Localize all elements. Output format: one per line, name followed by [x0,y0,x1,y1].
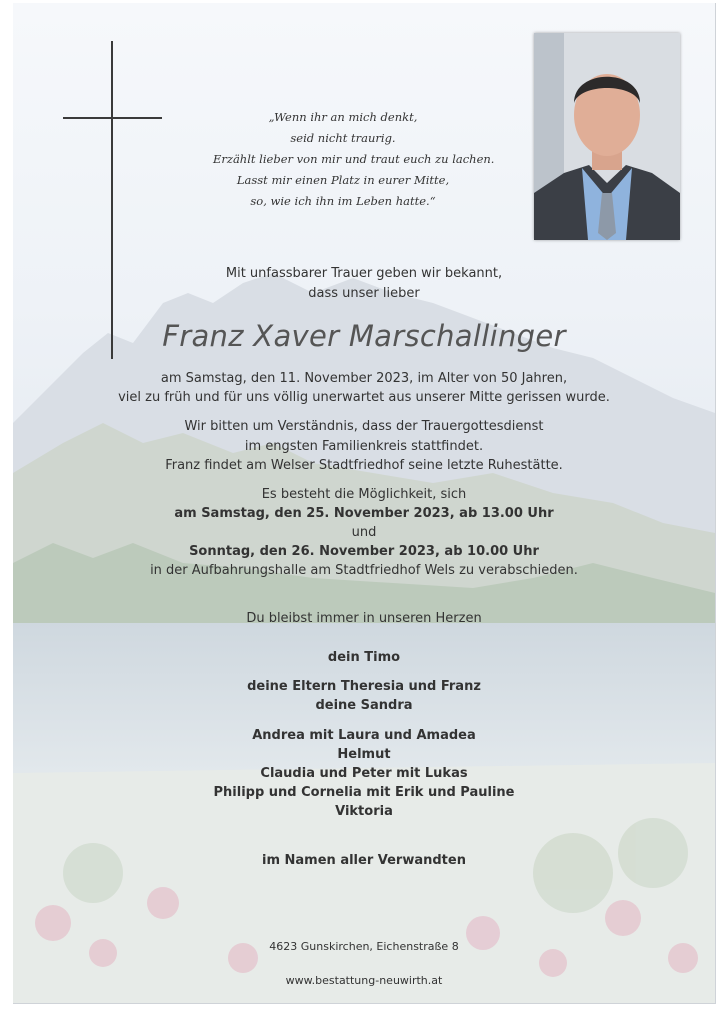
mourner-partner: deine Sandra [315,698,413,713]
viewing-date-2: Sonntag, den 26. November 2023, ab 10.00 Uhr [189,544,539,559]
memorial-quote [213,107,495,212]
deceased-name: Franz Xaver Marschallinger [162,319,566,353]
service-line: im engsten Familienkreis stattfindet. [244,439,484,454]
farewell-intro: Es besteht die Möglichkeit, sich [261,487,467,502]
service-line: Wir bitten um Verständnis, dass der Trauergottesdienst [184,419,544,434]
mourner-family: Philipp und Cornelia mit Erik und Pauline [213,785,515,800]
funeral-home-website[interactable]: www.bestattung-neuwirth.at [285,974,443,987]
cross-icon [111,41,113,359]
mourner-family: Andrea mit Laura und Amadea [252,728,476,743]
closing-line: Du bleibst immer in unseren Herzen [246,611,482,626]
mourner-son: dein Timo [327,650,401,665]
mourner-family: Helmut [337,747,391,762]
death-notice-line: viel zu früh und für uns völlig unerwartet aus unserer Mitte gerissen wurde. [118,390,610,405]
mourner-family: Viktoria [335,804,393,819]
obituary-page [13,3,716,1004]
funeral-home-address: 4623 Gunskirchen, Eichenstraße 8 [269,940,459,953]
mourner-parents: deine Eltern Theresia und Franz [247,679,481,694]
service-line: Franz findet am Welser Stadtfriedhof seine letzte Ruhestätte. [165,458,563,473]
quote-line: „Wenn ihr an mich denkt, [268,110,418,124]
quote-line: Erzählt lieber von mir und traut euch zu lachen. [213,152,495,166]
quote-line: Lasst mir einen Platz in eurer Mitte, [236,173,450,187]
quote-line: seid nicht traurig. [290,131,396,145]
portrait-photo [534,33,680,240]
intro-line: Mit unfassbarer Trauer geben wir bekannt, [225,266,503,281]
viewing-date-1: am Samstag, den 25. November 2023, ab 13.00 Uhr [174,506,554,521]
intro-line: dass unser lieber [308,286,420,301]
mourner-family: Claudia und Peter mit Lukas [260,766,468,781]
mourner-relatives: im Namen aller Verwandten [262,853,466,868]
viewing-location: in der Aufbahrungshalle am Stadtfriedhof Wels zu verabschieden. [150,563,578,578]
quote-line: so, wie ich ihn im Leben hatte.“ [250,194,436,208]
cross-icon-bar [63,117,162,119]
conjunction: und [351,525,377,540]
death-notice-line: am Samstag, den 11. November 2023, im Alter von 50 Jahren, [160,371,568,386]
